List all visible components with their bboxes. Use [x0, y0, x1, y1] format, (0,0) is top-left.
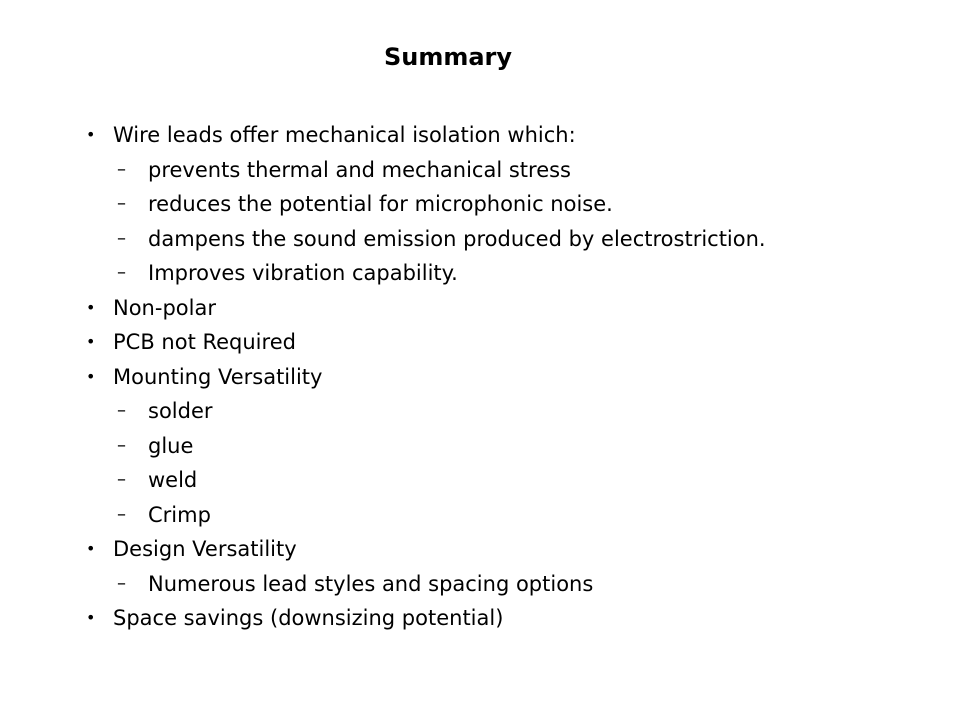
dash-marker: –: [117, 572, 126, 594]
sub-bullet-text: solder: [148, 399, 213, 423]
bullet-text: Non-polar: [113, 295, 216, 320]
sub-bullet-text: Numerous lead styles and spacing options: [148, 571, 594, 596]
dash-marker: –: [117, 434, 126, 456]
bullet-text: Space savings (downsizing potential): [113, 606, 504, 630]
sub-bullet-text: dampens the sound emission produced by electrostriction.: [148, 226, 766, 251]
dash-marker: –: [117, 400, 126, 421]
bullet-text: Wire leads offer mechanical isolation which:: [113, 123, 576, 147]
bullet-marker: •: [86, 539, 96, 558]
slide-title: Summary: [383, 43, 513, 71]
bullet-text: Design Versatility: [113, 537, 297, 561]
dash-marker: –: [117, 193, 126, 214]
dash-marker: –: [117, 469, 126, 490]
dash-marker: –: [117, 158, 126, 180]
bullet-marker: •: [86, 332, 96, 351]
dash-marker: –: [117, 227, 126, 249]
sub-bullet-text: Improves vibration capability.: [148, 261, 458, 285]
bullet-marker: •: [86, 297, 96, 317]
bullet-marker: •: [86, 608, 96, 627]
dash-marker: –: [117, 503, 126, 525]
sub-bullet-text: glue: [148, 433, 194, 458]
bullet-text: PCB not Required: [113, 330, 296, 354]
bullet-text: Mounting Versatility: [113, 364, 323, 389]
bullet-marker: •: [86, 125, 96, 144]
sub-bullet-text: reduces the potential for microphonic noise.: [148, 192, 613, 216]
sub-bullet-text: prevents thermal and mechanical stress: [148, 157, 571, 182]
sub-bullet-text: Crimp: [148, 502, 211, 527]
sub-bullet-text: weld: [148, 468, 198, 492]
dash-marker: –: [117, 262, 126, 283]
bullet-marker: •: [86, 366, 96, 386]
